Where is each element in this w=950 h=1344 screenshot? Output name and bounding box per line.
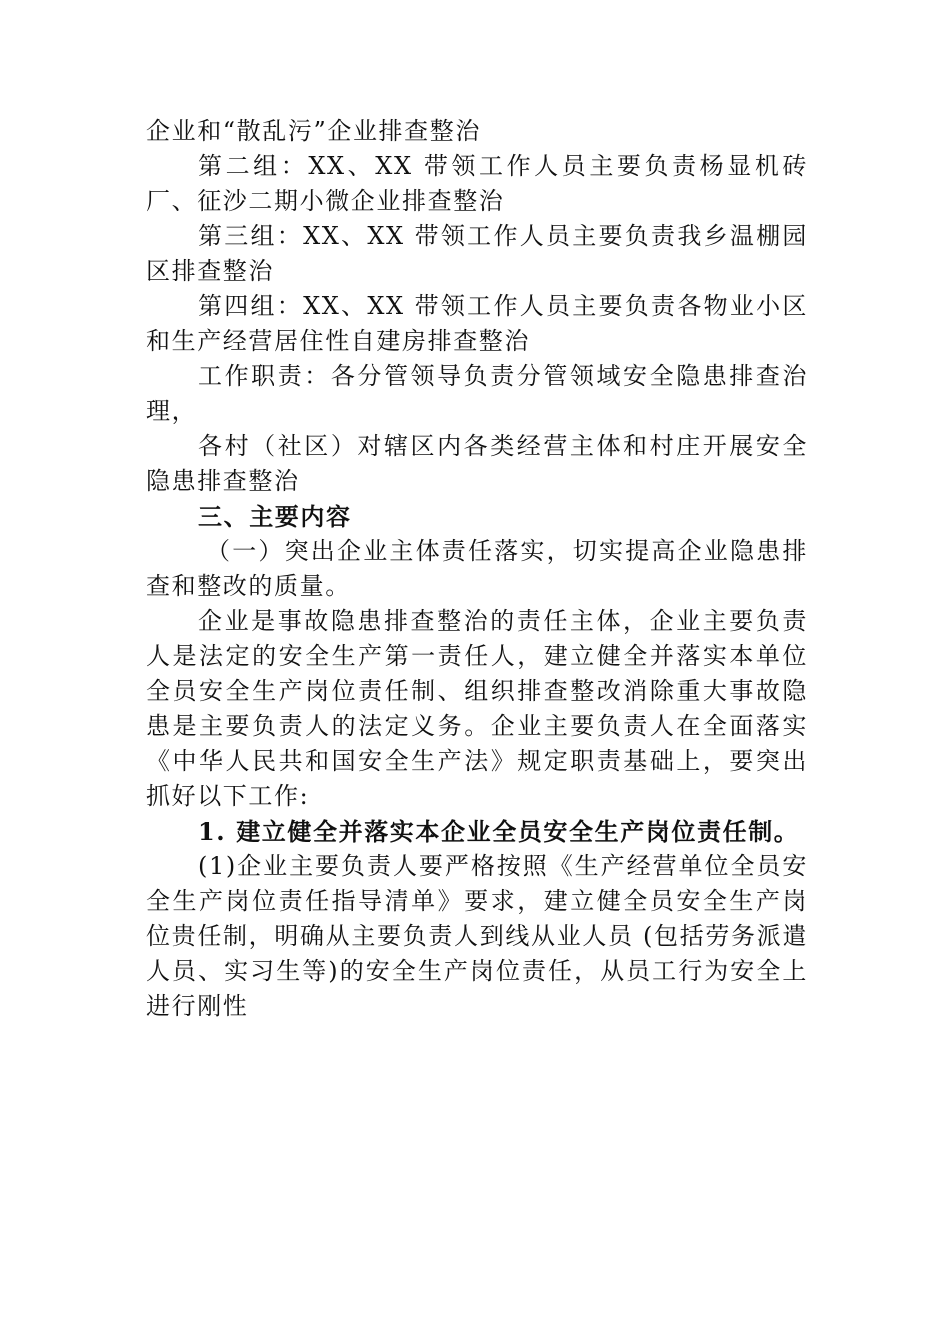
paragraph-continuation: 企业和“散乱污”企业排查整治 [146,117,481,145]
paragraph-group-4: 第四组：XX、XX 带领工作人员主要负责各物业小区和生产经营居住性自建房排查整治 [146,292,808,355]
paragraph-enterprise-body: 企业是事故隐患排查整治的责任主体，企业主要负责人是法定的安全生产第一责任人，建立健全并落实本单位全员安全生产岗位责任制、组织排查整改消除重大事故隐患是主要负责人的法定义务。企业主要负责人在全面落实《中华人民共和国安全生产法》规定职责基础上，要突出抓好以下工作: [146,607,808,810]
document-body [146,114,808,1024]
paragraph-group-3: 第三组：XX、XX 带领工作人员主要负责我乡温棚园区排查整治 [146,222,808,285]
item-1-body: (1)企业主要负责人要严格按照《生产经营单位全员安全生产岗位责任指导清单》要求，建立健全员安全生产岗位贵任制，明确从主要负责人到线从业人员 (包括劳务派遣人员、实习生等)的安全生产岗位责任，从员工行为安全上进行刚性 [146,852,808,1020]
section-heading-main-content: 三、主要内容 [198,502,352,531]
subheading-enterprise-responsibility: （一）突出企业主体责任落实，切实提高企业隐患排查和整改的质量。 [146,537,808,600]
paragraph-group-2: 第二组：XX、XX 带领工作人员主要负责杨显机砖厂、征沙二期小微企业排查整治 [146,152,808,215]
paragraph-villages: 各村（社区）对辖区内各类经营主体和村庄开展安全隐患排查整治 [146,432,808,495]
item-1-title: 1. 建立健全并落实本企业全员安全生产岗位责任制。 [198,817,800,846]
paragraph-duties: 工作职责：各分管领导负责分管领域安全隐患排查治理， [146,362,808,425]
